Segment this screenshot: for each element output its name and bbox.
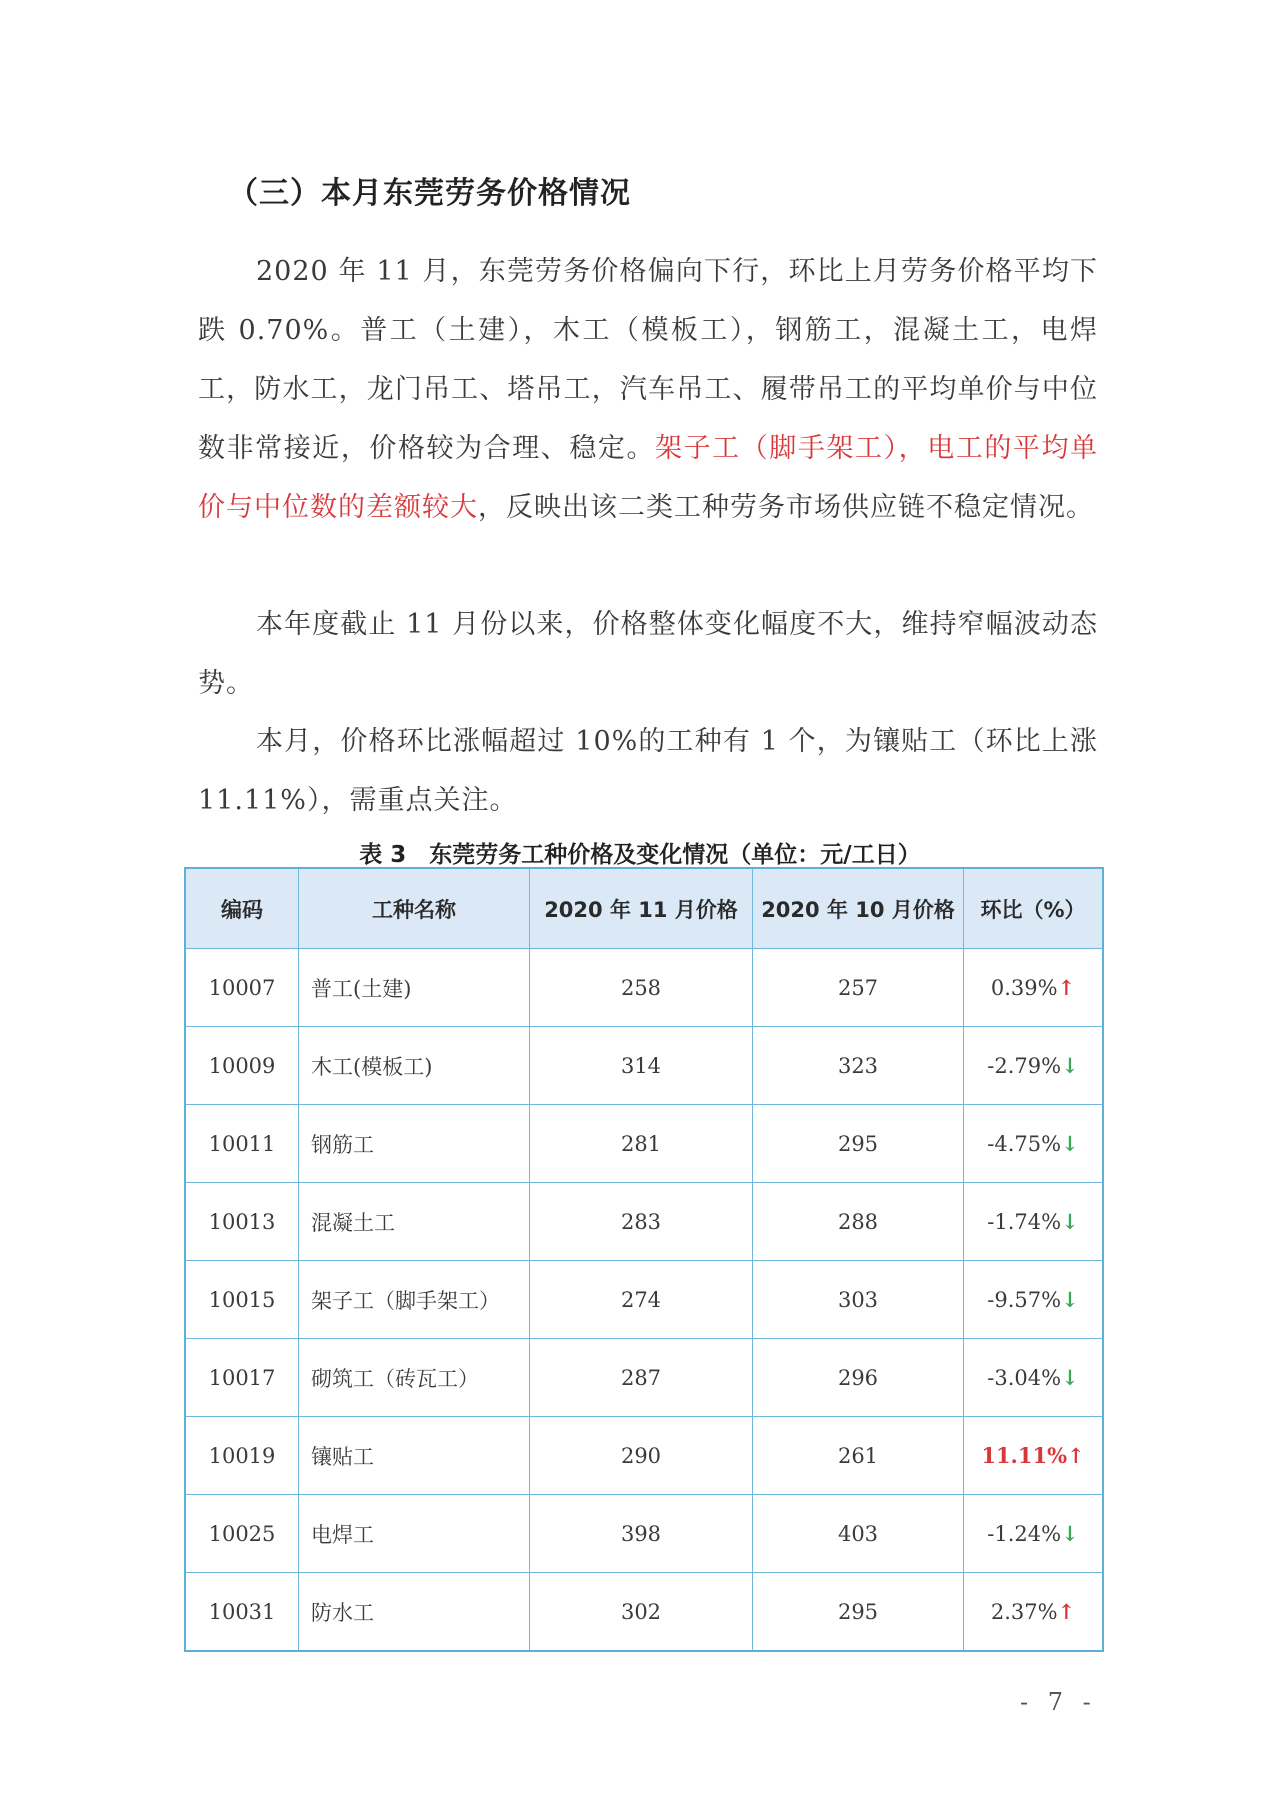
arrow-down-icon: ↓ xyxy=(1061,1053,1079,1078)
cell-name: 木工(模板工) xyxy=(299,1027,530,1105)
cell-name: 混凝土工 xyxy=(299,1183,530,1261)
table-row xyxy=(185,1417,1103,1495)
table-row xyxy=(185,1495,1103,1573)
cell-change xyxy=(964,1339,1104,1417)
cell-change xyxy=(964,1027,1104,1105)
cell-code: 10009 xyxy=(185,1027,299,1105)
arrow-up-icon: ↑ xyxy=(1057,1599,1076,1624)
cell-oct-price: 303 xyxy=(753,1261,964,1339)
cell-change xyxy=(964,1573,1104,1652)
table-row xyxy=(185,1105,1103,1183)
cell-nov-price: 258 xyxy=(530,949,753,1027)
change-value: -1.74% xyxy=(987,1210,1062,1234)
cell-code: 10011 xyxy=(185,1105,299,1183)
cell-change xyxy=(964,1183,1104,1261)
cell-nov-price: 290 xyxy=(530,1417,753,1495)
header-name: 工种名称 xyxy=(299,868,530,949)
arrow-down-icon: ↓ xyxy=(1061,1521,1079,1546)
cell-name: 普工(土建) xyxy=(299,949,530,1027)
table-caption: 表 3 东莞劳务工种价格及变化情况（单位：元/工日） xyxy=(359,842,921,868)
cell-code: 10013 xyxy=(185,1183,299,1261)
change-value: -9.57% xyxy=(987,1288,1062,1312)
cell-nov-price: 398 xyxy=(530,1495,753,1573)
cell-name: 架子工（脚手架工） xyxy=(299,1261,530,1339)
header-code: 编码 xyxy=(185,868,299,949)
cell-oct-price: 288 xyxy=(753,1183,964,1261)
cell-nov-price: 287 xyxy=(530,1339,753,1417)
cell-oct-price: 295 xyxy=(753,1573,964,1652)
change-value: -1.24% xyxy=(987,1522,1062,1546)
arrow-up-icon: ↑ xyxy=(1067,1443,1085,1468)
arrow-down-icon: ↓ xyxy=(1061,1287,1079,1312)
cell-change xyxy=(964,1495,1104,1573)
paragraph-summary xyxy=(198,242,1098,537)
arrow-down-icon: ↓ xyxy=(1061,1365,1079,1390)
change-value: 11.11% xyxy=(981,1443,1068,1468)
cell-nov-price: 314 xyxy=(530,1027,753,1105)
paragraph-trend xyxy=(198,595,1098,713)
table-row xyxy=(185,1261,1103,1339)
cell-code: 10015 xyxy=(185,1261,299,1339)
paragraph-summary-text: 2020 年 11 月，东莞劳务价格偏向下行，环比上月劳务价格平均下跌 0.70%。普工（土建），木工（模板工），钢筋工，混凝土工，电焊工，防水工，龙门吊工、塔吊工，汽车吊工、履带吊工的平均单价与中位数非常接近，价格较为合理、稳定。 xyxy=(198,256,1098,464)
cell-nov-price: 283 xyxy=(530,1183,753,1261)
cell-name: 电焊工 xyxy=(299,1495,530,1573)
table-row xyxy=(185,1027,1103,1105)
cell-name: 砌筑工（砖瓦工） xyxy=(299,1339,530,1417)
cell-nov-price: 281 xyxy=(530,1105,753,1183)
change-value: 2.37% xyxy=(990,1600,1058,1624)
table-row xyxy=(185,1339,1103,1417)
cell-nov-price: 274 xyxy=(530,1261,753,1339)
table-body xyxy=(185,949,1103,1652)
table-header-row xyxy=(185,868,1103,949)
paragraph-focus xyxy=(198,712,1098,830)
arrow-down-icon: ↓ xyxy=(1061,1209,1079,1234)
cell-name: 镶贴工 xyxy=(299,1417,530,1495)
paragraph-trend-text: 本年度截止 11 月份以来，价格整体变化幅度不大，维持窄幅波动态势。 xyxy=(198,609,1098,699)
cell-code: 10019 xyxy=(185,1417,299,1495)
arrow-down-icon: ↓ xyxy=(1061,1131,1079,1156)
header-nov-price: 2020 年 11 月价格 xyxy=(530,868,753,949)
cell-change xyxy=(964,1261,1104,1339)
cell-oct-price: 295 xyxy=(753,1105,964,1183)
change-value: 0.39% xyxy=(990,976,1058,1000)
cell-nov-price: 302 xyxy=(530,1573,753,1652)
cell-code: 10025 xyxy=(185,1495,299,1573)
cell-name: 钢筋工 xyxy=(299,1105,530,1183)
cell-name: 防水工 xyxy=(299,1573,530,1652)
table-row xyxy=(185,949,1103,1027)
cell-oct-price: 261 xyxy=(753,1417,964,1495)
paragraph-summary-highlight: 架子工（脚手架工），电工的平均单价与中位数的差额较大 xyxy=(198,433,1099,523)
cell-code: 10017 xyxy=(185,1339,299,1417)
cell-change xyxy=(964,949,1104,1027)
change-value: -4.75% xyxy=(987,1132,1062,1156)
section-heading: （三）本月东莞劳务价格情况 xyxy=(228,176,631,211)
paragraph-focus-text: 本月，价格环比涨幅超过 10%的工种有 1 个，为镶贴工（环比上涨 11.11%），需重点关注。 xyxy=(198,726,1098,816)
page-number: - 7 - xyxy=(1020,1688,1097,1716)
cell-code: 10007 xyxy=(185,949,299,1027)
header-change: 环比（%） xyxy=(964,868,1104,949)
change-value: -3.04% xyxy=(987,1366,1062,1390)
cell-change xyxy=(964,1417,1104,1495)
price-table xyxy=(184,867,1104,1652)
change-value: -2.79% xyxy=(987,1054,1062,1078)
cell-code: 10031 xyxy=(185,1573,299,1652)
cell-oct-price: 257 xyxy=(753,949,964,1027)
paragraph-summary-tail: ，反映出该二类工种劳务市场供应链不稳定情况。 xyxy=(478,492,1094,523)
header-oct-price: 2020 年 10 月价格 xyxy=(753,868,964,949)
table-row xyxy=(185,1183,1103,1261)
cell-oct-price: 403 xyxy=(753,1495,964,1573)
arrow-up-icon: ↑ xyxy=(1057,975,1076,1000)
cell-change xyxy=(964,1105,1104,1183)
cell-oct-price: 296 xyxy=(753,1339,964,1417)
table-row xyxy=(185,1573,1103,1652)
cell-oct-price: 323 xyxy=(753,1027,964,1105)
